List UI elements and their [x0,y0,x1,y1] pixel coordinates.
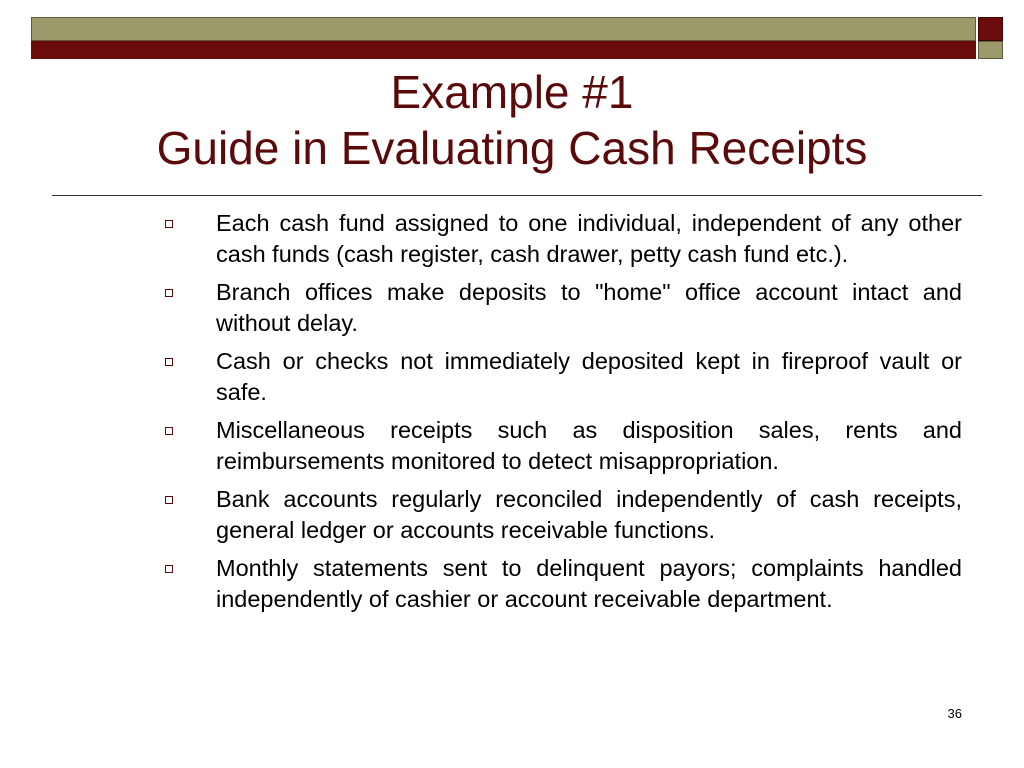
header-band-red [31,41,976,59]
bullet-item [165,553,962,615]
bullet-list [165,208,962,622]
slide-title-line-1: Example #1 [390,66,634,118]
header-band-olive [31,17,976,41]
bullet-text: Monthly statements sent to delinquent payors; complaints handled independently of cashier or account receivable department. [216,555,962,612]
hollow-square-bullet-icon [165,427,173,435]
header-corner-square-olive [978,41,1003,59]
hollow-square-bullet-icon [165,565,173,573]
page-number: 36 [947,706,962,721]
bullet-item [165,277,962,339]
title-divider [52,195,982,196]
header-corner-square-red [978,17,1003,41]
bullet-item [165,208,962,270]
bullet-text: Branch offices make deposits to "home" office account intact and without delay. [216,279,962,336]
bullet-text: Miscellaneous receipts such as disposition sales, rents and reimbursements monitored to detect misappropriation. [216,417,962,474]
bullet-item [165,415,962,477]
bullet-text: Each cash fund assigned to one individual, independent of any other cash funds (cash register, cash drawer, petty cash fund etc.). [216,210,962,267]
bullet-text: Bank accounts regularly reconciled independently of cash receipts, general ledger or accounts receivable functions. [216,486,962,543]
bullet-text: Cash or checks not immediately deposited kept in fireproof vault or safe. [216,348,962,405]
hollow-square-bullet-icon [165,220,173,228]
hollow-square-bullet-icon [165,358,173,366]
slide-title-line-2: Guide in Evaluating Cash Receipts [156,122,868,174]
slide-title [40,64,984,176]
hollow-square-bullet-icon [165,496,173,504]
bullet-item [165,484,962,546]
bullet-item [165,346,962,408]
hollow-square-bullet-icon [165,289,173,297]
